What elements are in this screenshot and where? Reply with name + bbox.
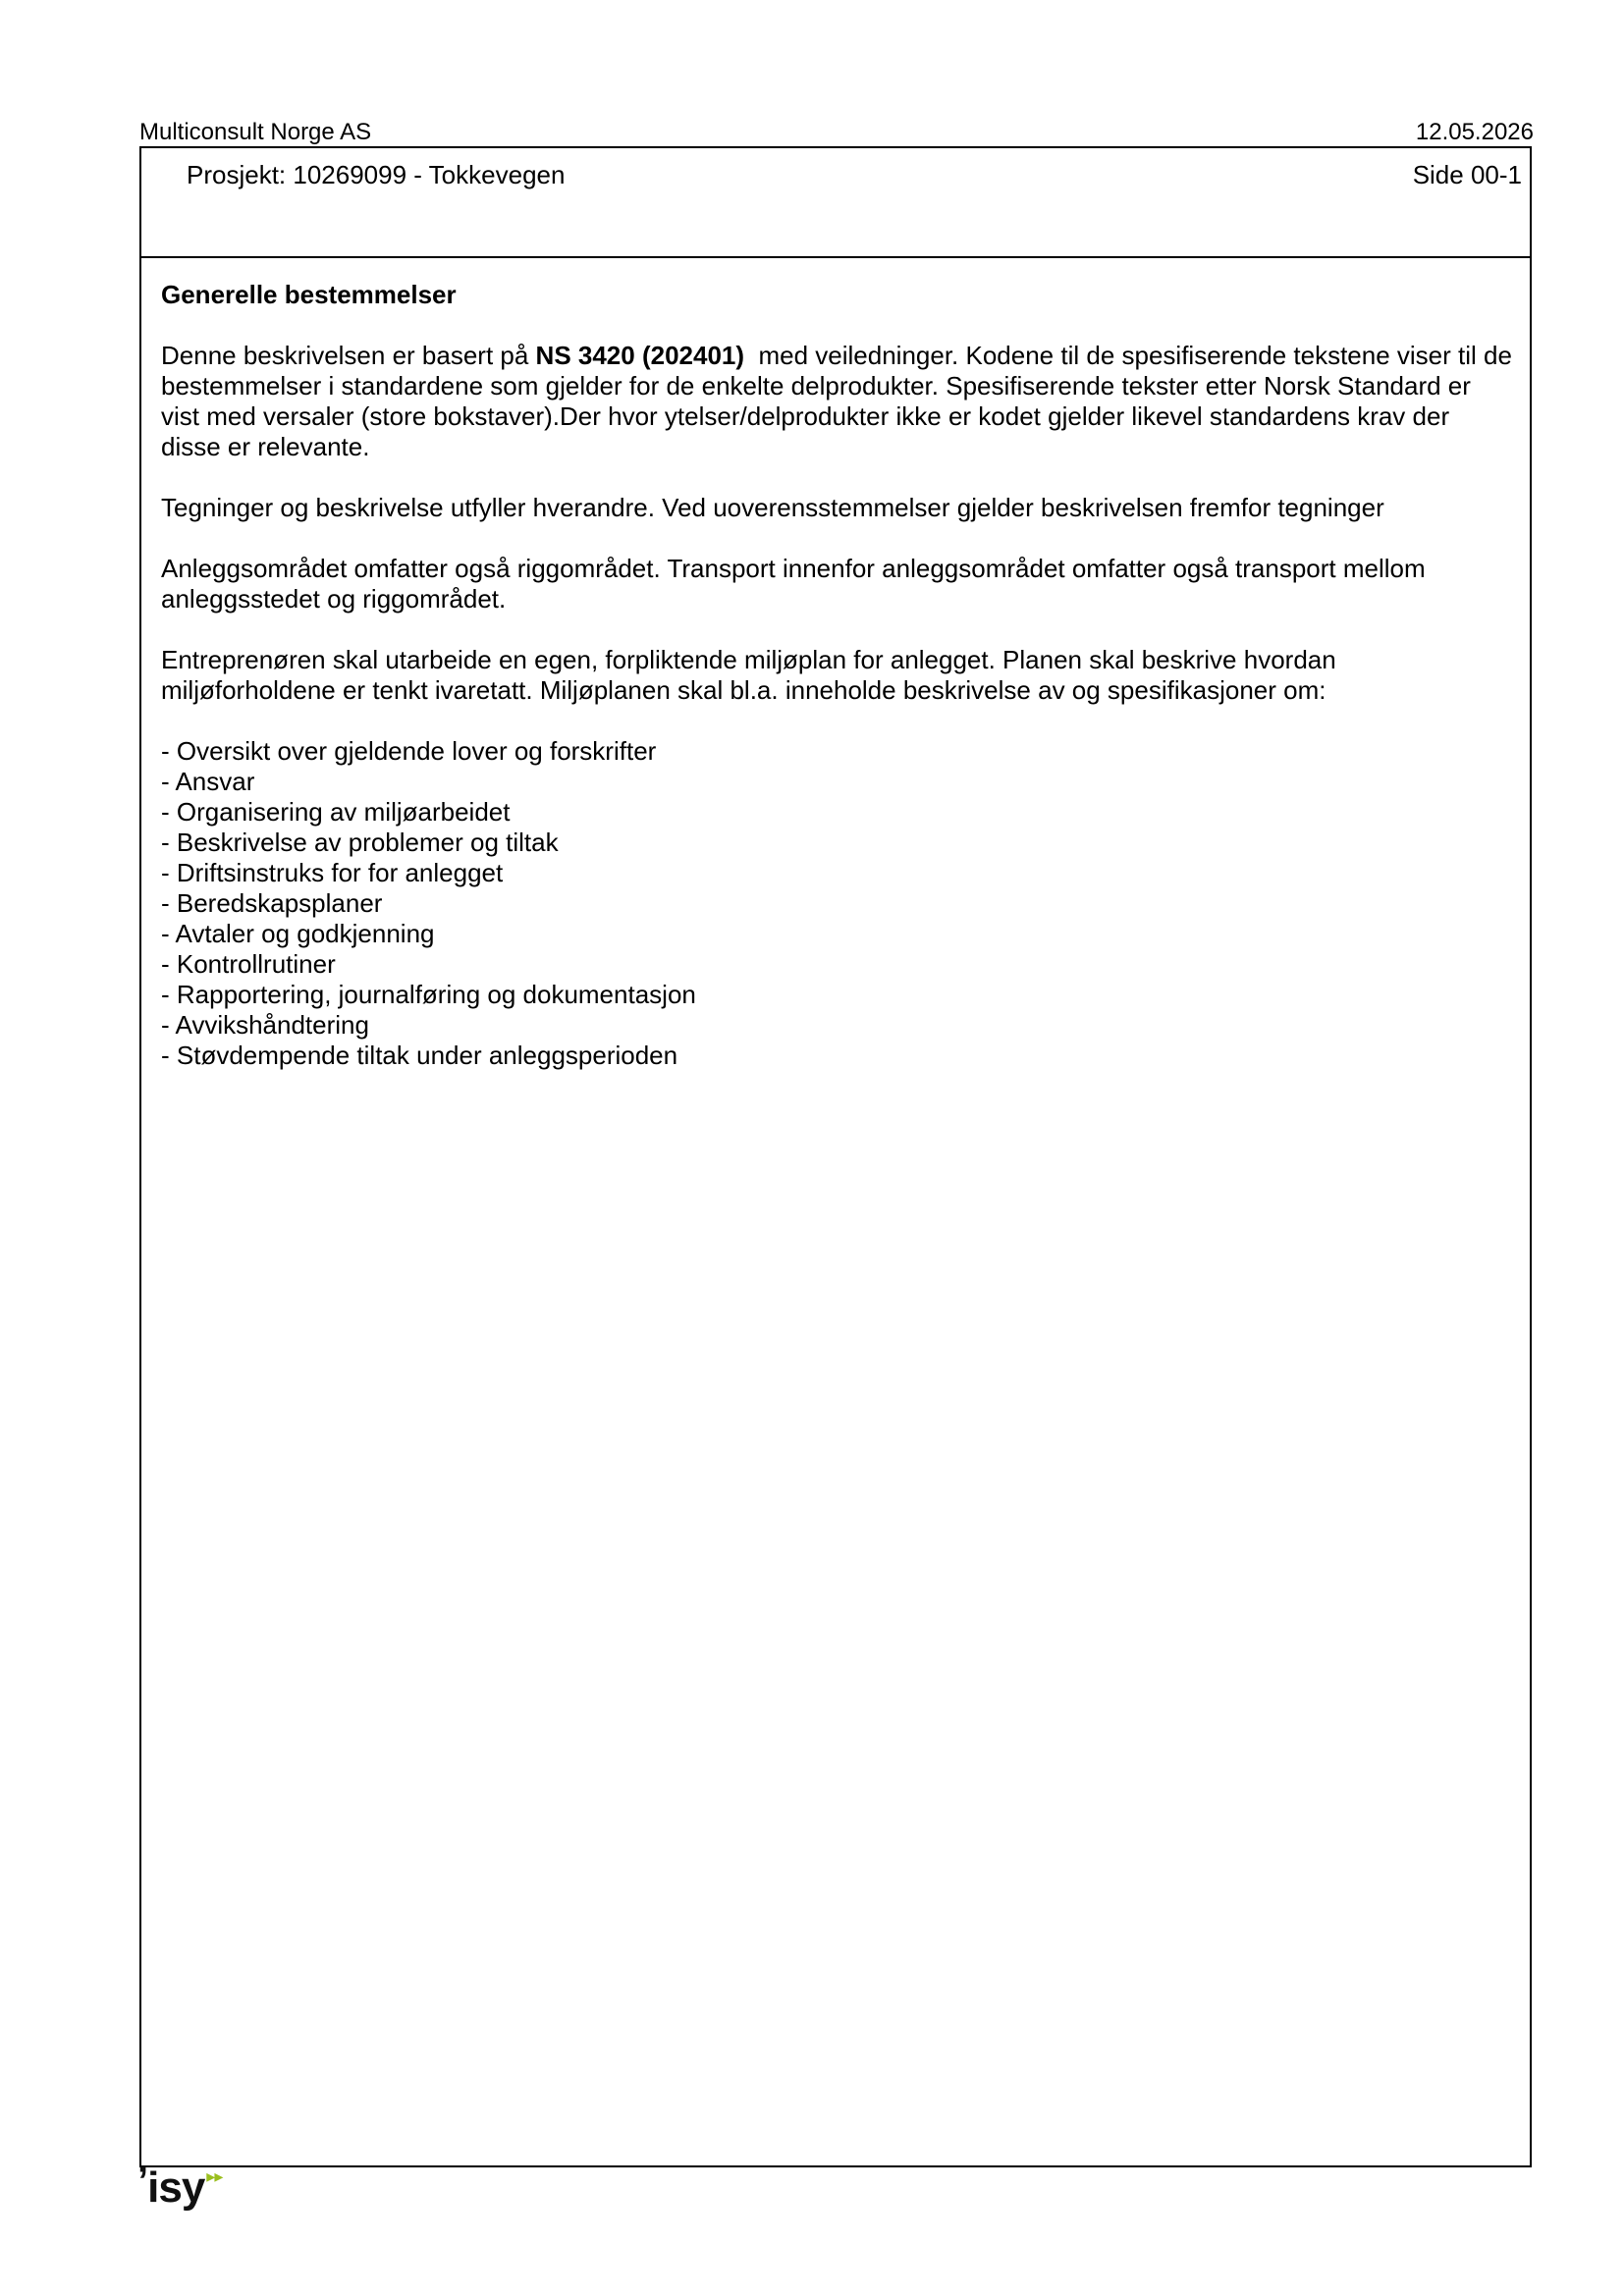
list-item: - Kontrollrutiner	[161, 949, 336, 979]
logo-mark: ’	[137, 2160, 148, 2203]
paragraph-standard-rest: med veiledninger. Kodene til de spesifiserende tekstene viser til de bestemmelser i standardene som gjelder for de enkelte delprodukter. Spesifiserende tekster etter Norsk Standard er vist med versaler (store bokstaver).Der hvor ytelser/delprodukter ikke er kodet gjelder likevel standardens krav der disse er relevante.	[161, 341, 1520, 461]
page-header-box	[141, 148, 1530, 258]
section-heading: Generelle bestemmelser	[161, 280, 457, 309]
list-item: - Beskrivelse av problemer og tiltak	[161, 828, 559, 857]
company-name: Multiconsult Norge AS	[139, 119, 372, 145]
list-item: - Beredskapsplaner	[161, 888, 383, 918]
page-number: Side 00-1	[1412, 160, 1522, 189]
logo-arrows-icon: ▸▸	[206, 2166, 223, 2186]
list-item: - Organisering av miljøarbeidet	[161, 797, 511, 827]
list-item: - Oversikt over gjeldende lover og forskrifter	[161, 736, 657, 766]
list-item: - Avtaler og godkjenning	[161, 919, 435, 948]
document-body	[161, 280, 1520, 1071]
list-item: - Driftsinstruks for for anlegget	[161, 858, 504, 887]
list-item: - Støvdempende tiltak under anleggsperioden	[161, 1041, 678, 1070]
list-item: - Avvikshåndtering	[161, 1010, 369, 1040]
logo-text: isy	[147, 2163, 205, 2212]
environment-plan-list	[161, 736, 1516, 1071]
list-item: - Rapportering, journalføring og dokumentasjon	[161, 980, 696, 1009]
paragraph-standard	[161, 341, 1520, 462]
paragraph-standard-start: Denne beskrivelsen er basert på	[161, 341, 536, 370]
list-item: - Ansvar	[161, 767, 255, 796]
project-title: Prosjekt: 10269099 - Tokkevegen	[187, 160, 566, 189]
document-date: 12.05.2026	[1415, 119, 1534, 145]
page-frame	[139, 146, 1532, 2167]
paragraph-environment-plan: Entreprenøren skal utarbeide en egen, forpliktende miljøplan for anlegget. Planen skal beskrive hvordan miljøforholdene er tenkt ivaretatt. Miljøplanen skal bl.a. inneholde beskrivelse av og spesifikasjoner om:	[161, 645, 1336, 705]
paragraph-drawings: Tegninger og beskrivelse utfyller hverandre. Ved uoverensstemmelser gjelder beskrivelsen fremfor tegninger	[161, 493, 1384, 522]
paragraph-site-area: Anleggsområdet omfatter også riggområdet. Transport innenfor anleggsområdet omfatter også transport mellom anleggsstedet og riggområdet.	[161, 554, 1426, 614]
isy-logo	[137, 2160, 223, 2212]
standard-reference: NS 3420 (202401)	[535, 341, 745, 370]
